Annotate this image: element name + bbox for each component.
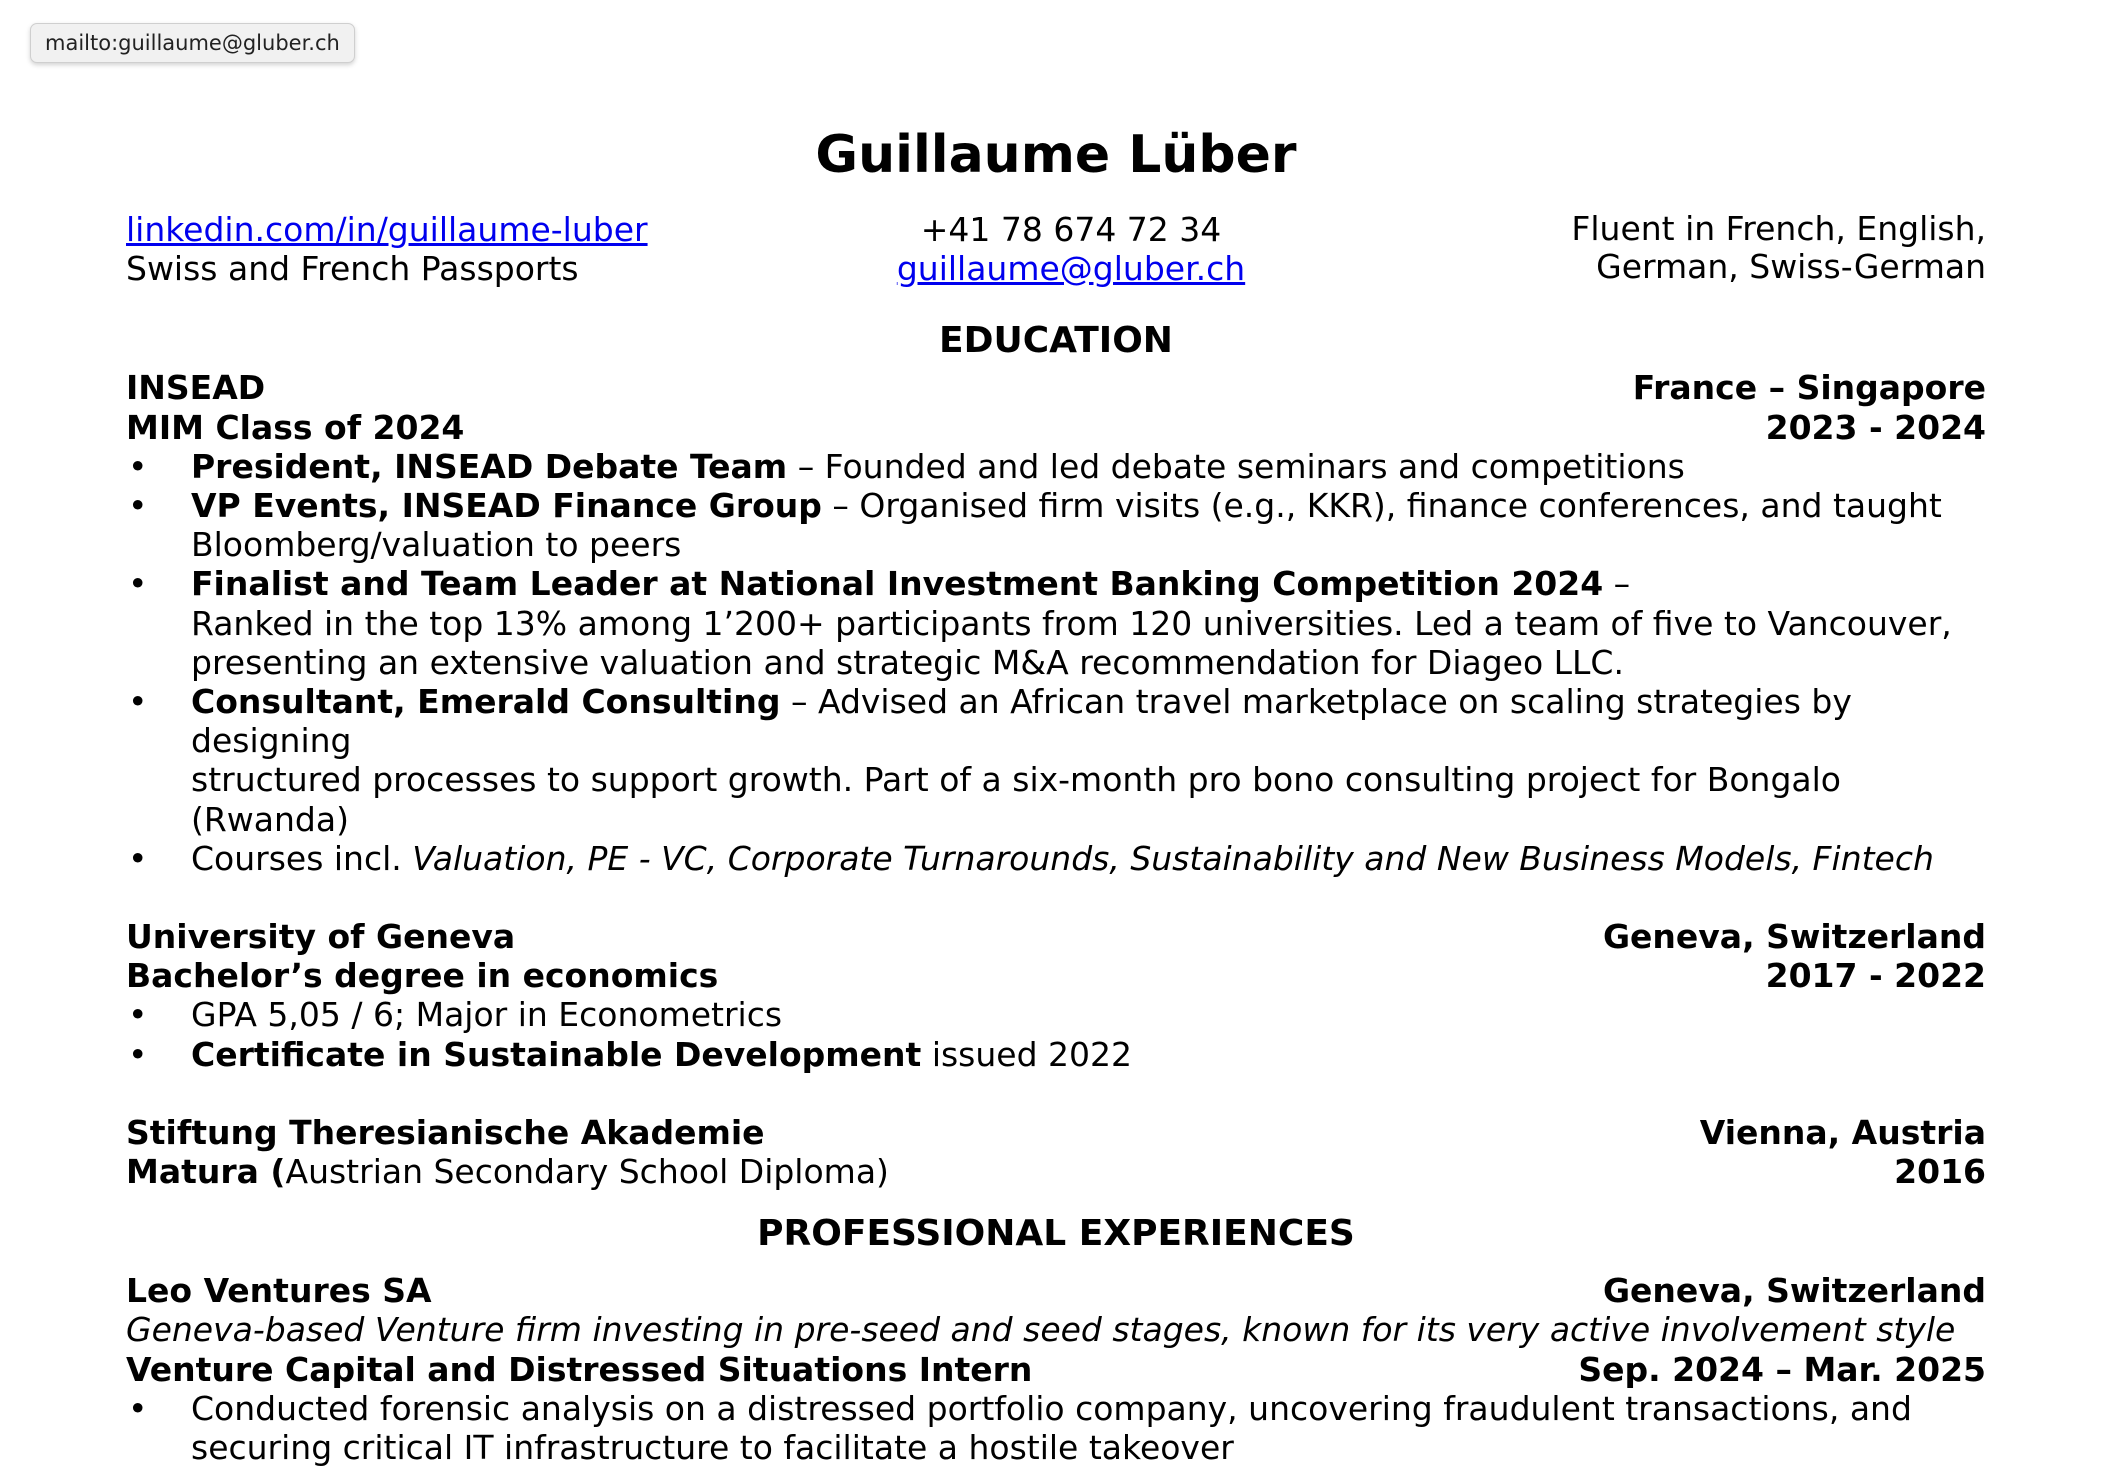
list-item (126, 839, 1986, 878)
list-item (126, 1035, 1986, 1074)
education-entry-vienna (126, 1113, 1986, 1191)
bullet-text: GPA 5,05 / 6; Major in Econometrics (191, 995, 783, 1035)
courses-list: Valuation, PE - VC, Corporate Turnarounds, Sustainability and New Business Models, Fintech (412, 838, 1934, 878)
role-dates: Sep. 2024 – Mar. 2025 (1578, 1349, 1986, 1389)
link-tooltip: mailto:guillaume@gluber.ch (30, 23, 355, 63)
education-heading: EDUCATION (939, 320, 1173, 362)
phone-number: +41 78 674 72 34 (920, 210, 1222, 249)
school-location: France – Singapore (1632, 368, 1986, 408)
bullet-text-continued: presenting an extensive valuation and strategic M&A recommendation for Diageo LLC. (191, 642, 1624, 682)
experience-heading: PROFESSIONAL EXPERIENCES (757, 1213, 1355, 1255)
company-name: Leo Ventures SA (126, 1271, 432, 1311)
education-entry-geneva (126, 917, 1986, 1074)
degree-dates: 2023 - 2024 (1765, 407, 1986, 447)
company-location: Geneva, Switzerland (1602, 1271, 1986, 1311)
education-entry-insead (126, 368, 1986, 878)
school-name: University of Geneva (126, 917, 516, 957)
bullet-bold-text: Consultant, Emerald Consulting (191, 682, 781, 722)
bullet-text: – (1603, 564, 1631, 604)
role-title: Venture Capital and Distressed Situations Intern (126, 1349, 1033, 1389)
bullet-bold-text: Certificate in Sustainable Development (191, 1034, 922, 1074)
school-location: Vienna, Austria (1699, 1112, 1986, 1152)
list-item (126, 995, 1986, 1034)
degree-dates: 2016 (1894, 1152, 1986, 1192)
bullet-text: Conducted forensic analysis on a distressed portfolio company, uncovering fraudulent transactions, and (191, 1388, 1912, 1428)
list-item (126, 564, 1986, 682)
bullet-text: Courses incl. (191, 838, 413, 878)
bullet-text: issued 2022 (921, 1034, 1133, 1074)
bullet-icon: • (128, 1034, 148, 1074)
bullet-icon: • (128, 838, 148, 878)
bullet-icon: • (128, 564, 148, 604)
degree-dates: 2017 - 2022 (1765, 956, 1986, 996)
company-description: Geneva-based Venture firm investing in pre-seed and seed stages, known for its very active involvement style (126, 1310, 1956, 1350)
school-name: INSEAD (126, 368, 266, 408)
insead-bullet-list (126, 447, 1986, 878)
bullet-text-continued: Ranked in the top 13% among 1’200+ participants from 120 universities. Led a team of five to Vancouver, (191, 603, 1952, 643)
list-item (126, 447, 1986, 486)
bullet-text: – Organised firm visits (e.g., KKR), finance conferences, and taught (821, 486, 1942, 526)
bullet-icon: • (128, 1388, 148, 1428)
linkedin-link[interactable]: linkedin.com/in/guillaume-luber (126, 210, 648, 249)
geneva-bullet-list (126, 995, 1986, 1073)
bullet-icon: • (128, 995, 148, 1035)
bullet-text: – Advised an African travel marketplace on scaling strategies by designing (191, 682, 1852, 761)
bullet-icon: • (128, 446, 148, 486)
school-location: Geneva, Switzerland (1602, 917, 1986, 957)
degree-bold-text: Matura ( (126, 1152, 286, 1192)
email-link[interactable]: guillaume@gluber.ch (896, 249, 1246, 289)
resume-page (126, 120, 1986, 1467)
experience-entry-leo (126, 1271, 1986, 1467)
degree-name: Bachelor’s degree in economics (126, 956, 719, 996)
bullet-bold-text: Finalist and Team Leader at National Investment Banking Competition 2024 (191, 564, 1604, 604)
list-item (126, 486, 1986, 564)
degree-name: MIM Class of 2024 (126, 407, 465, 447)
candidate-name: Guillaume Lüber (815, 125, 1297, 185)
school-name: Stiftung Theresianische Akademie (126, 1112, 765, 1152)
list-item (126, 682, 1986, 839)
contact-block (126, 210, 1986, 288)
bullet-icon: • (128, 682, 148, 722)
degree-name (126, 1152, 889, 1191)
degree-text: Austrian Secondary School Diploma) (285, 1152, 889, 1192)
bullet-text-continued: Bloomberg/valuation to peers (191, 525, 682, 565)
bullet-text-continued: structured processes to support growth. Part of a six-month pro bono consulting project for Bongalo (Rwanda) (191, 760, 1841, 839)
languages-line-1: Fluent in French, English, (1571, 209, 1987, 248)
languages-line-2: German, Swiss-German (1596, 247, 1987, 286)
contact-right (1382, 210, 1986, 286)
contact-middle (730, 210, 1382, 288)
contact-left (126, 210, 730, 288)
bullet-text: – Founded and led debate seminars and competitions (787, 446, 1685, 486)
bullet-bold-text: VP Events, INSEAD Finance Group (191, 486, 822, 526)
bullet-text-continued: securing critical IT infrastructure to facilitate a hostile takeover (191, 1428, 1234, 1467)
bullet-bold-text: President, INSEAD Debate Team (191, 446, 788, 486)
bullet-icon: • (128, 486, 148, 526)
passports-text: Swiss and French Passports (126, 249, 579, 289)
